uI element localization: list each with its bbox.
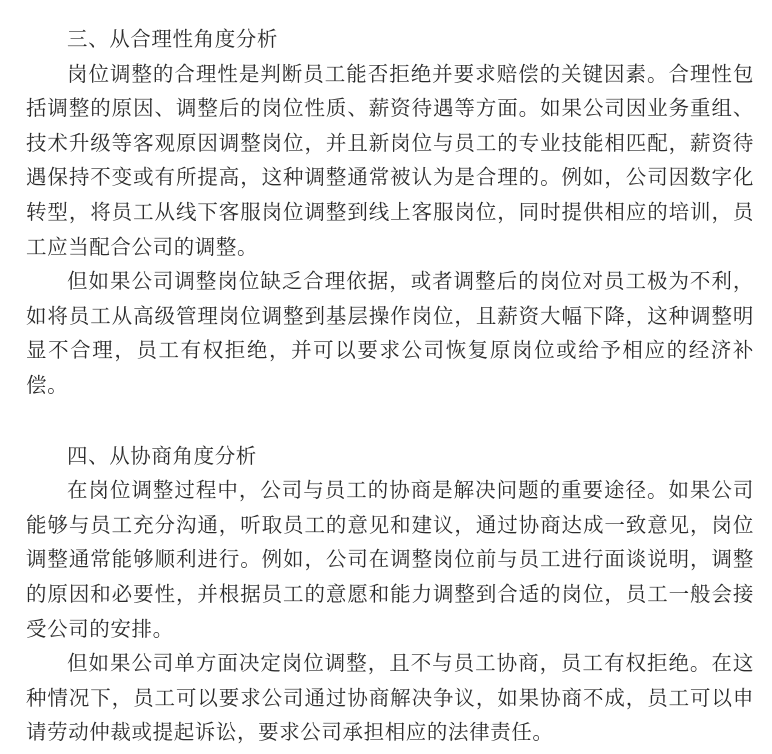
paragraph: 但如果公司调整岗位缺乏合理依据，或者调整后的岗位对员工极为不利，如将员工从高级管理岗位调整到基层操作岗位，且薪资大幅下降，这种调整明显不合理，员工有权拒绝，并可以要求公司恢复原岗位或给予相应的经济补偿。: [26, 269, 754, 397]
section-reasonableness: [26, 22, 754, 403]
section-heading: 四、从协商角度分析: [67, 443, 257, 468]
section-negotiation: [26, 439, 754, 750]
paragraph: 岗位调整的合理性是判断员工能否拒绝并要求赔偿的关键因素。合理性包括调整的原因、调整后的岗位性质、薪资待遇等方面。如果公司因业务重组、技术升级等客观原因调整岗位，并且新岗位与员工的专业技能相匹配，薪资待遇保持不变或有所提高，这种调整通常被认为是合理的。例如，公司因数字化转型，将员工从线下客服岗位调整到线上客服岗位，同时提供相应的培训，员工应当配合公司的调整。: [26, 61, 754, 259]
paragraph: 在岗位调整过程中，公司与员工的协商是解决问题的重要途径。如果公司能够与员工充分沟通，听取员工的意见和建议，通过协商达成一致意见，岗位调整通常能够顺利进行。例如，公司在调整岗位前与员工进行面谈说明，调整的原因和必要性，并根据员工的意愿和能力调整到合适的岗位，员工一般会接受公司的安排。: [26, 478, 754, 641]
article-body: [26, 22, 754, 750]
paragraph: 但如果公司单方面决定岗位调整，且不与员工协商，员工有权拒绝。在这种情况下，员工可以要求公司通过协商解决争议，如果协商不成，员工可以申请劳动仲裁或提起诉讼，要求公司承担相应的法律责任。: [26, 651, 754, 745]
section-heading: 三、从合理性角度分析: [67, 27, 278, 51]
section-divider: [26, 403, 754, 439]
